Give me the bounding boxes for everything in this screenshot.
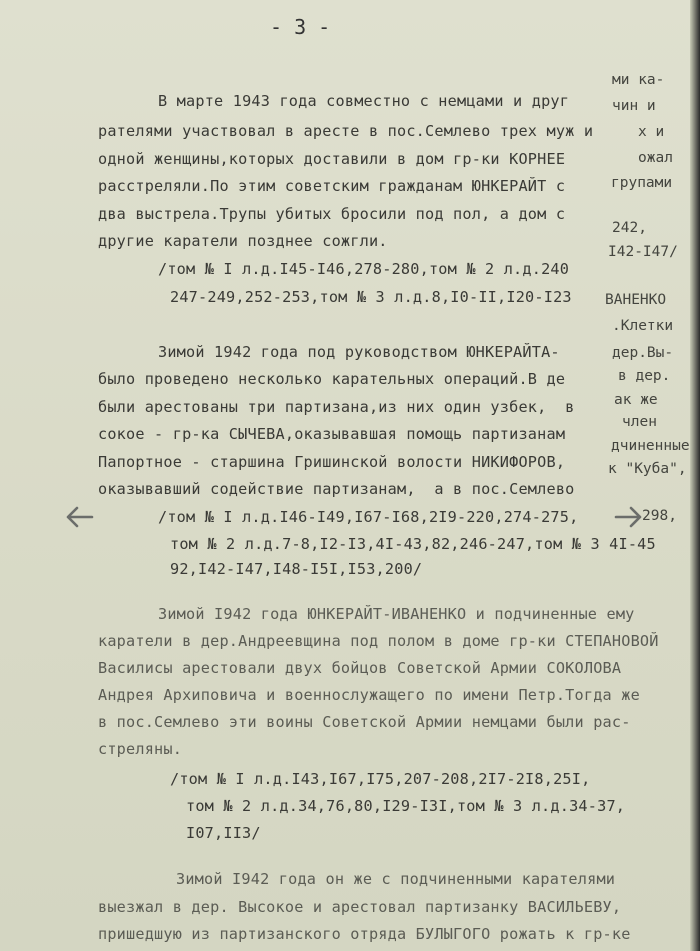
margin-note: групами xyxy=(611,175,673,191)
text-line: В марте 1943 года совместно с немцами и друг xyxy=(158,92,570,110)
margin-note: 242, xyxy=(612,220,647,236)
margin-note: дер.Вы- xyxy=(612,345,674,361)
margin-note: ми ка- xyxy=(612,72,665,88)
next-page-button[interactable] xyxy=(608,497,648,537)
reference-line: 92,I42-I47,I48-I5I,I53,200/ xyxy=(170,560,423,578)
text-line: выезжал в дер. Высокое и арестовал партизанку ВАСИЛЬЕВУ, xyxy=(98,898,622,916)
page-number: - 3 - xyxy=(270,15,331,39)
text-line: каратели в дер.Андреевщина под полом в доме гр-ки СТЕПАНОВОЙ xyxy=(98,632,659,650)
reference-line: 247-249,252-253,том № 3 л.д.8,I0-II,I20-I23 xyxy=(170,288,572,306)
text-line: пришедшую из партизанского отряда БУЛЫГОГО рожать к гр-ке xyxy=(98,925,631,943)
margin-note: х и xyxy=(638,124,665,140)
margin-note: ожал xyxy=(638,150,673,166)
reference-line: /том № I л.д.I43,I67,I75,207-208,2I7-2I8,25I, xyxy=(170,770,591,788)
text-line: Зимой I942 года он же с подчиненными карателями xyxy=(176,870,616,888)
reference-line: I07,II3/ xyxy=(186,824,261,842)
margin-note: 298, xyxy=(642,508,677,524)
text-line: было проведено несколько карательных операций.В де xyxy=(98,370,566,388)
text-line: другие каратели позднее сожгли. xyxy=(98,232,388,250)
reference-line: том № 2 л.д.7-8,I2-I3,4I-43,82,246-247,том № 3 4I-45 xyxy=(170,535,656,553)
margin-note: к "Куба", xyxy=(608,461,687,477)
margin-note: ВАНЕНКО xyxy=(605,292,667,308)
margin-note: дчиненные xyxy=(611,438,690,454)
margin-note: ак же xyxy=(614,392,658,408)
text-line: одной женщины,которых доставили в дом гр-ки КОРНЕЕ xyxy=(98,150,566,168)
text-line: расстреляли.По этим советским гражданам ЮНКЕРАЙТ с xyxy=(98,177,566,195)
text-line: сокое - гр-ка СЫЧЕВА,оказывавшая помощь партизанам xyxy=(98,425,566,443)
margin-note: чин и xyxy=(612,98,656,114)
text-line: Зимой 1942 года под руководством ЮНКЕРАЙТА- xyxy=(158,343,560,361)
reference-line: том № 2 л.д.34,76,80,I29-I3I,том № 3 л.д.34-37, xyxy=(186,797,626,815)
text-line: два выстрела.Трупы убитых бросили под пол, а дом с xyxy=(98,205,566,223)
margin-note: член xyxy=(622,414,657,430)
arrow-right-icon xyxy=(610,499,646,535)
text-line: Зимой I942 года ЮНКЕРАЙТ-ИВАНЕНКО и подчиненные ему xyxy=(158,605,635,623)
margin-note: I42-I47/ xyxy=(608,244,678,260)
margin-note: .Клетки xyxy=(612,318,674,334)
previous-page-button[interactable] xyxy=(60,497,100,537)
arrow-left-icon xyxy=(62,499,98,535)
text-line: Василисы арестовали двух бойцов Советской Армии СОКОЛОВА xyxy=(98,659,622,677)
reference-line: /том № I л.д.I45-I46,278-280,том № 2 л.д.240 xyxy=(158,260,570,278)
reference-line: /том № I л.д.I46-I49,I67-I68,2I9-220,274-275, xyxy=(158,508,579,526)
text-line: оказывавший содействие партизанам, а в пос.Семлево xyxy=(98,480,575,498)
margin-note: в дер. xyxy=(618,368,671,384)
text-line: были арестованы три партизана,из них один узбек, в xyxy=(98,398,575,416)
text-line: Андрея Архиповича и военнослужащего по имени Петр.Тогда же xyxy=(98,686,640,704)
text-line: стреляны. xyxy=(98,740,183,758)
text-line: рателями участвовал в аресте в пос.Семлево трех муж и xyxy=(98,122,594,140)
text-line: Папортное - старшина Гришинской волости НИКИФОРОВ, xyxy=(98,453,566,471)
text-line: в пос.Семлево эти воины Советской Армии немцами были рас- xyxy=(98,713,631,731)
